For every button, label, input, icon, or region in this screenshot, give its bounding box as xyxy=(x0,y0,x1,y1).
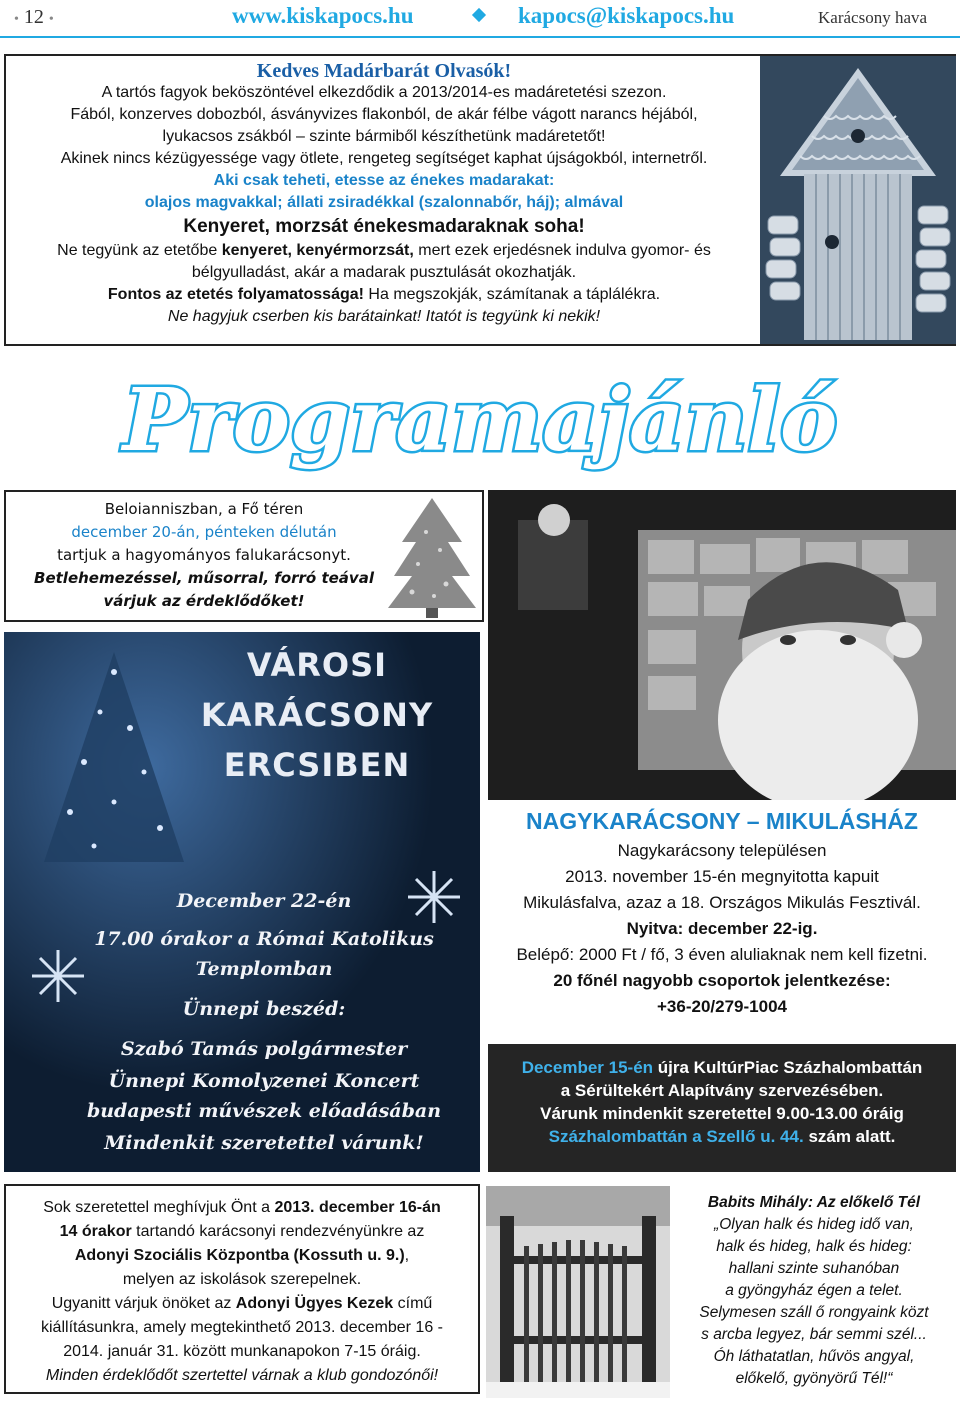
poster-title-3: ERCSIBEN xyxy=(223,746,411,784)
page-number: • 12 • xyxy=(14,6,54,28)
poem-line-5: Selymesen száll ő rongyaink közt xyxy=(699,1304,929,1321)
bird-blue2: olajos magvakkal; állati zsiradékkal (szalonnabőr, háj); almával xyxy=(144,194,624,211)
poem-line-4: a gyöngyház égen a telet. xyxy=(725,1282,903,1299)
poster-line-4: Ünnepi beszéd: xyxy=(182,998,346,1020)
adony-l7: 2014. január 31. között munkanapokon 7-15 óráig. xyxy=(63,1343,421,1360)
poem-title: Babits Mihály: Az előkelő Tél xyxy=(707,1194,921,1211)
miku-l2: 2013. november 15-én megnyitotta kapuit xyxy=(565,867,879,886)
poem-line-8: előkelő, gyönyörű Tél!“ xyxy=(735,1370,893,1387)
kult-l4-address: Százhalombattán a Szellő u. 44. xyxy=(548,1127,804,1146)
miku-l3: Mikulásfalva, azaz a 18. Országos Mikulás Fesztivál. xyxy=(523,893,921,912)
adony-l1 xyxy=(6,1196,478,1220)
mikulashaz-title: NAGYKARÁCSONY – MIKULÁSHÁZ xyxy=(526,808,918,834)
belo-l5: várjuk az érdeklődőket! xyxy=(103,592,305,610)
miku-l7: +36-20/279-1004 xyxy=(657,997,787,1016)
bird-p3: Akinek nincs kézügyessége vagy ötlete, rengeteg segítséget kaphat újságokból, internetről. xyxy=(60,150,708,167)
adony-l3 xyxy=(6,1244,478,1268)
adony-l1-bold: 2013. december 16-án xyxy=(274,1199,441,1216)
kult-l2: a Sérültekért Alapítvány szervezésében. xyxy=(560,1081,884,1100)
section-title-programajanlo xyxy=(50,358,910,478)
poem-line-2: halk és hideg, halk és hideg: xyxy=(716,1238,912,1255)
page-header xyxy=(0,0,960,36)
varosi-karacsony-poster xyxy=(4,632,480,1172)
site-link[interactable]: www.kiskapocs.hu xyxy=(232,3,414,28)
adony-l5-pre: Ugyanitt várjuk önöket az xyxy=(51,1295,232,1312)
miku-l6: 20 főnél nagyobb csoportok jelentkezése: xyxy=(553,971,891,990)
diamond-separator-icon xyxy=(472,8,486,22)
poem-line-3: hallani szinte suhanóban xyxy=(728,1260,900,1277)
miku-l4: Nyitva: december 22-ig. xyxy=(626,919,818,938)
adony-l3-post: , xyxy=(404,1247,410,1264)
adony-l2 xyxy=(6,1220,478,1244)
adony-l4: melyen az iskolások szerepelnek. xyxy=(122,1271,362,1288)
poster-title-1: VÁROSI xyxy=(246,646,388,684)
kult-l3: Várunk mindenkit szeretettel 9.00-13.00 óráig xyxy=(540,1104,904,1123)
bird-p1: A tartós fagyok beköszöntével elkezdődik a 2013/2014-es madáretetési szezon. xyxy=(101,84,667,101)
poster-line-7: budapesti művészek előadásában xyxy=(86,1100,442,1122)
bird-p5-bold: Fontos az etetés folyamatossága! xyxy=(107,286,364,303)
beloiannisz-text xyxy=(24,498,384,613)
bird-blue1: Aki csak teheti, etesse az énekes madarakat: xyxy=(213,172,555,189)
bird-p4-post: mert ezek erjedésnek indulva gyomor- és xyxy=(418,242,711,259)
kult-l1-rest: újra KultúrPiac Százhalombattán xyxy=(657,1058,923,1077)
babits-poem xyxy=(672,1192,956,1390)
adony-l5-bold: Adonyi Ügyes Kezek xyxy=(235,1295,394,1312)
adony-l5-post: című xyxy=(397,1295,433,1312)
bird-p4-pre: Ne tegyünk az etetőbe xyxy=(57,242,218,259)
email-link[interactable]: kapocs@kiskapocs.hu xyxy=(518,3,735,28)
belo-l1: Beloianniszban, a Fő téren xyxy=(104,500,304,518)
adony-l6: kiállításunkra, amely megtekinthető 2013. december 16 - xyxy=(41,1319,443,1336)
adony-l1-pre: Sok szeretettel meghívjuk Önt a xyxy=(43,1199,270,1216)
christmas-tree-icon xyxy=(382,492,482,620)
miku-l1: Nagykarácsony településen xyxy=(617,841,827,860)
adony-l2-post: tartandó karácsonyi rendezvényünkre az xyxy=(136,1223,425,1240)
kulturpiac-box xyxy=(488,1044,956,1172)
poster-line-8: Mindenkit szeretettel várunk! xyxy=(104,1132,424,1154)
adony-l5 xyxy=(6,1292,478,1316)
bird-p4b: bélgyulladást, akár a madarak pusztulását okozhatják. xyxy=(191,264,577,281)
bird-p5-post: Ha megszokják, számítanak a táplálékra. xyxy=(368,286,661,303)
santa-photo xyxy=(488,490,956,800)
mikulashaz-box xyxy=(488,806,956,1024)
birdhouse-photo xyxy=(760,56,956,344)
kult-l1-date: December 15-én xyxy=(521,1058,654,1077)
belo-l2: december 20-án, pénteken délután xyxy=(71,523,337,541)
bird-warning: Kenyeret, morzsát énekesmadaraknak soha! xyxy=(183,216,585,237)
poster-line-3: Templomban xyxy=(195,958,333,980)
adony-l8: Minden érdeklődőt szertettel várnak a klub gondozónői! xyxy=(45,1367,439,1384)
snowy-gate-photo xyxy=(486,1186,670,1398)
belo-l3: tartjuk a hagyományos falukarácsonyt. xyxy=(57,546,351,564)
poster-line-6: Ünnepi Komolyzenei Koncert xyxy=(108,1070,420,1092)
adony-invitation-box xyxy=(4,1184,480,1394)
bird-p4 xyxy=(6,240,762,262)
header-rule xyxy=(0,36,960,38)
poster-line-2: 17.00 órakor a Római Katolikus xyxy=(94,928,434,950)
poem-line-6: s arcba legyez, bár semmi szél... xyxy=(701,1326,927,1343)
adony-l3-bold: Adonyi Szociális Központba (Kossuth u. 9.) xyxy=(74,1247,405,1264)
beloiannisz-box xyxy=(4,490,484,622)
belo-l4: Betlehemezéssel, műsorral, forró teával xyxy=(34,569,374,587)
page-number-value: 12 xyxy=(23,6,44,28)
kult-l1 xyxy=(488,1056,956,1079)
kult-l4 xyxy=(488,1125,956,1148)
poem-line-7: Óh láthatatlan, hűvös angyal, xyxy=(713,1348,915,1365)
bird-p6: Ne hagyjuk cserben kis barátainkat! Itatót is tegyünk ki nekik! xyxy=(167,308,601,325)
miku-l5: Belépő: 2000 Ft / fő, 3 éven aluliaknak nem kell fizetni. xyxy=(516,945,928,964)
bird-p2b: lyukacsos zsákból – szinte bármiből készíthetünk madáretetőt! xyxy=(162,128,606,145)
bird-p5 xyxy=(6,284,762,306)
bird-p4-bold: kenyeret, kenyérmorzsát, xyxy=(221,242,414,259)
bird-article-title: Kedves Madárbarát Olvasók! xyxy=(256,60,512,82)
adony-l2-bold: 14 órakor xyxy=(59,1223,132,1240)
bird-p2a: Fából, konzerves dobozból, ásványvizes flakonból, de akár félbe vágott narancs héjából, xyxy=(70,106,698,123)
bird-feeding-article xyxy=(4,54,956,346)
poem-line-1: „Olyan halk és hideg idő van, xyxy=(714,1216,914,1233)
bird-article-text xyxy=(6,60,762,328)
poster-title-2: KARÁCSONY xyxy=(200,696,434,734)
kult-l4-rest: szám alatt. xyxy=(808,1127,896,1146)
section-title-text: Programajánló xyxy=(122,370,838,471)
poster-line-5: Szabó Tamás polgármester xyxy=(120,1038,408,1060)
issue-label: Karácsony hava xyxy=(818,8,928,27)
poster-line-1: December 22-én xyxy=(176,890,352,912)
